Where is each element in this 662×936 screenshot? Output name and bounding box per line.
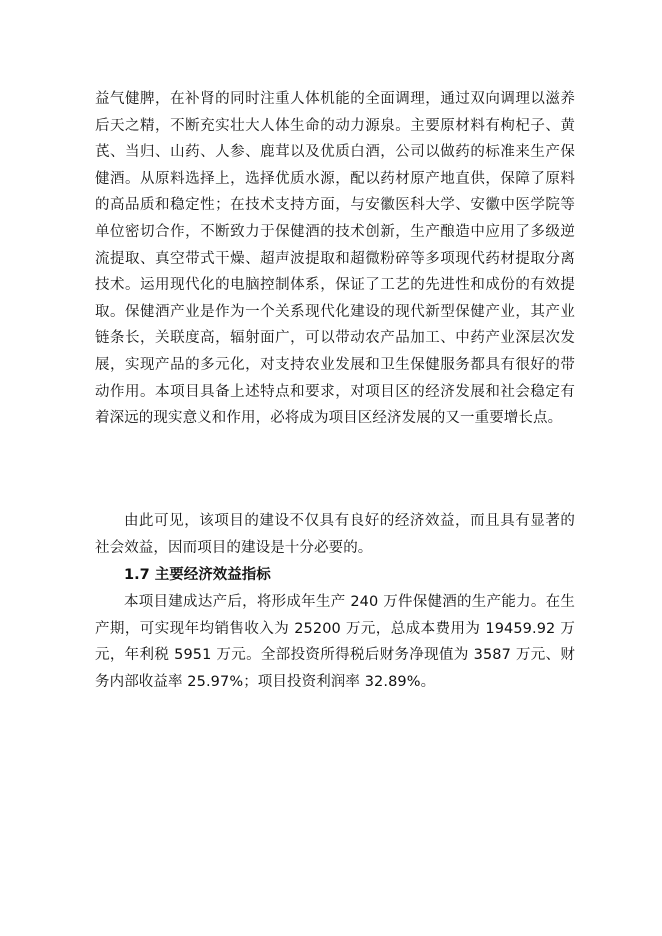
body-paragraph-1: 益气健脾，在补肾的同时注重人体机能的全面调理，通过双向调理以滋养后天之精，不断充实壮大人体生命的动力源泉。主要原材料有枸杞子、黄芪、当归、山药、人参、鹿茸以及优质白酒，公司以做药的标准来生产保健酒。从原料选择上，选择优质水源，配以药材原产地直供，保障了原料的高品质和稳定性；在技术支持方面，与安徽医科大学、安徽中医学院等单位密切合作，不断致力于保健酒的技术创新，生产酿造中应用了多级逆流提取、真空带式干燥、超声波提取和超微粉碎等多项现代药材提取分离技术。运用现代化的电脑控制体系，保证了工艺的先进性和成份的有效提取。保健酒产业是作为一个关系现代化建设的现代新型保健产业，其产业链条长，关联度高，辐射面广，可以带动农产品加工、中药产业深层次发展，实现产品的多元化，对支持农业发展和卫生保健服务都具有很好的带动作用。本项目具备上述特点和要求，对项目区的经济发展和社会稳定有着深远的现实意义和作用，必将成为项目区经济发展的又一重要增长点。 bbox=[95, 91, 575, 427]
body-paragraph-2: 由此可见，该项目的建设不仅具有良好的经济效益，而且具有显著的社会效益，因而项目的建设是十分必要的。 bbox=[95, 513, 575, 556]
body-paragraph-3: 本项目建成达产后，将形成年生产 240 万件保健酒的生产能力。在生产期，可实现年均销售收入为 25200 万元，总成本费用为 19459.92 万元，年利税 5951 万元。全部投资所得税后财务净现值为 3587 万元、财务内部收益率 25.97%；项目投资利润率 32.89%。 bbox=[95, 594, 575, 690]
section-heading: 1.7 主要经济效益指标 bbox=[124, 567, 271, 583]
